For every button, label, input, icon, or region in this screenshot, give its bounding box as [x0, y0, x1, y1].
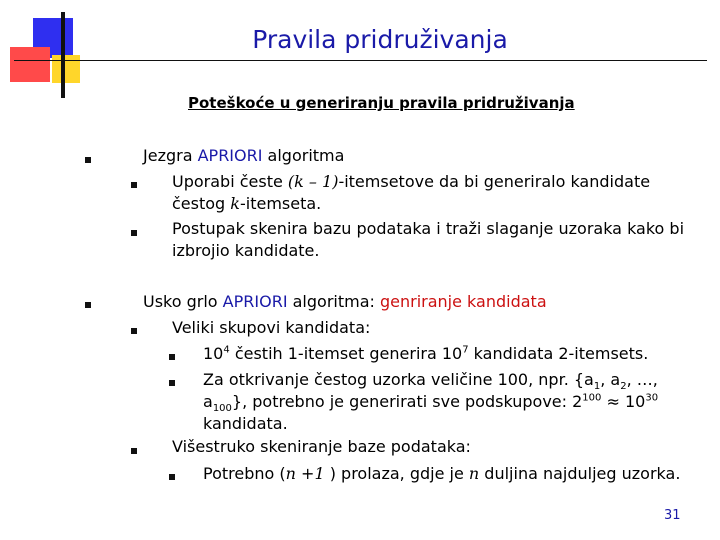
list-item-multiple-scans: Višestruko skeniranje baze podataka:	[172, 437, 471, 456]
list-item-candidate-sets: Veliki skupovi kandidata:	[172, 318, 371, 337]
sublist-item-itemset-counts: $10^4$ čestih 1-itemset generira $10^7$ kandidata 2-itemsets.	[203, 344, 649, 363]
bullet-icon	[131, 448, 137, 454]
list-item-frequent-itemsets-cont: čestog k-itemseta.	[172, 194, 322, 213]
decor-red-square	[10, 47, 50, 82]
decor-horizontal-line	[14, 60, 707, 61]
section-heading-bottleneck: Usko grlo APRIORI algoritma: genriranje kandidata	[143, 292, 547, 311]
sublist-item-passes: Potrebno (n +1 ) prolaza, gdje je n duljina najduljeg uzorka.	[203, 464, 681, 483]
section-heading-core: Jezgra APRIORI algoritma	[143, 146, 345, 165]
list-item-scan-database-cont: izbrojio kandidate.	[172, 241, 320, 260]
sublist-item-pattern-size-cont: $a_{100}$}, potrebno je generirati sve podskupove: $2^{100} \approx 10^{30}$	[203, 392, 659, 415]
bullet-icon	[131, 230, 137, 236]
decor-vertical-line	[61, 12, 65, 98]
slide-subtitle: Poteškoće u generiranju pravila pridruživanja	[188, 94, 575, 112]
bullet-icon	[131, 182, 137, 188]
bullet-icon	[169, 380, 175, 386]
page-number: 31	[664, 508, 681, 523]
bullet-icon	[85, 302, 91, 308]
list-item-frequent-itemsets: Uporabi česte (k – 1)-itemsetove da bi generiralo kandidate	[172, 172, 651, 191]
bullet-icon	[169, 474, 175, 480]
list-item-scan-database: Postupak skenira bazu podataka i traži slaganje uzoraka kako bi	[172, 219, 685, 238]
bullet-icon	[131, 328, 137, 334]
slide-title: Pravila pridruživanja	[252, 25, 508, 54]
bullet-icon	[85, 157, 91, 163]
bullet-icon	[169, 354, 175, 360]
sublist-item-pattern-size: Za otkrivanje čestog uzorka veličine 100, npr. {$a_1$, $a_2$, …,	[203, 370, 658, 393]
sublist-item-pattern-size-end: kandidata.	[203, 414, 288, 433]
